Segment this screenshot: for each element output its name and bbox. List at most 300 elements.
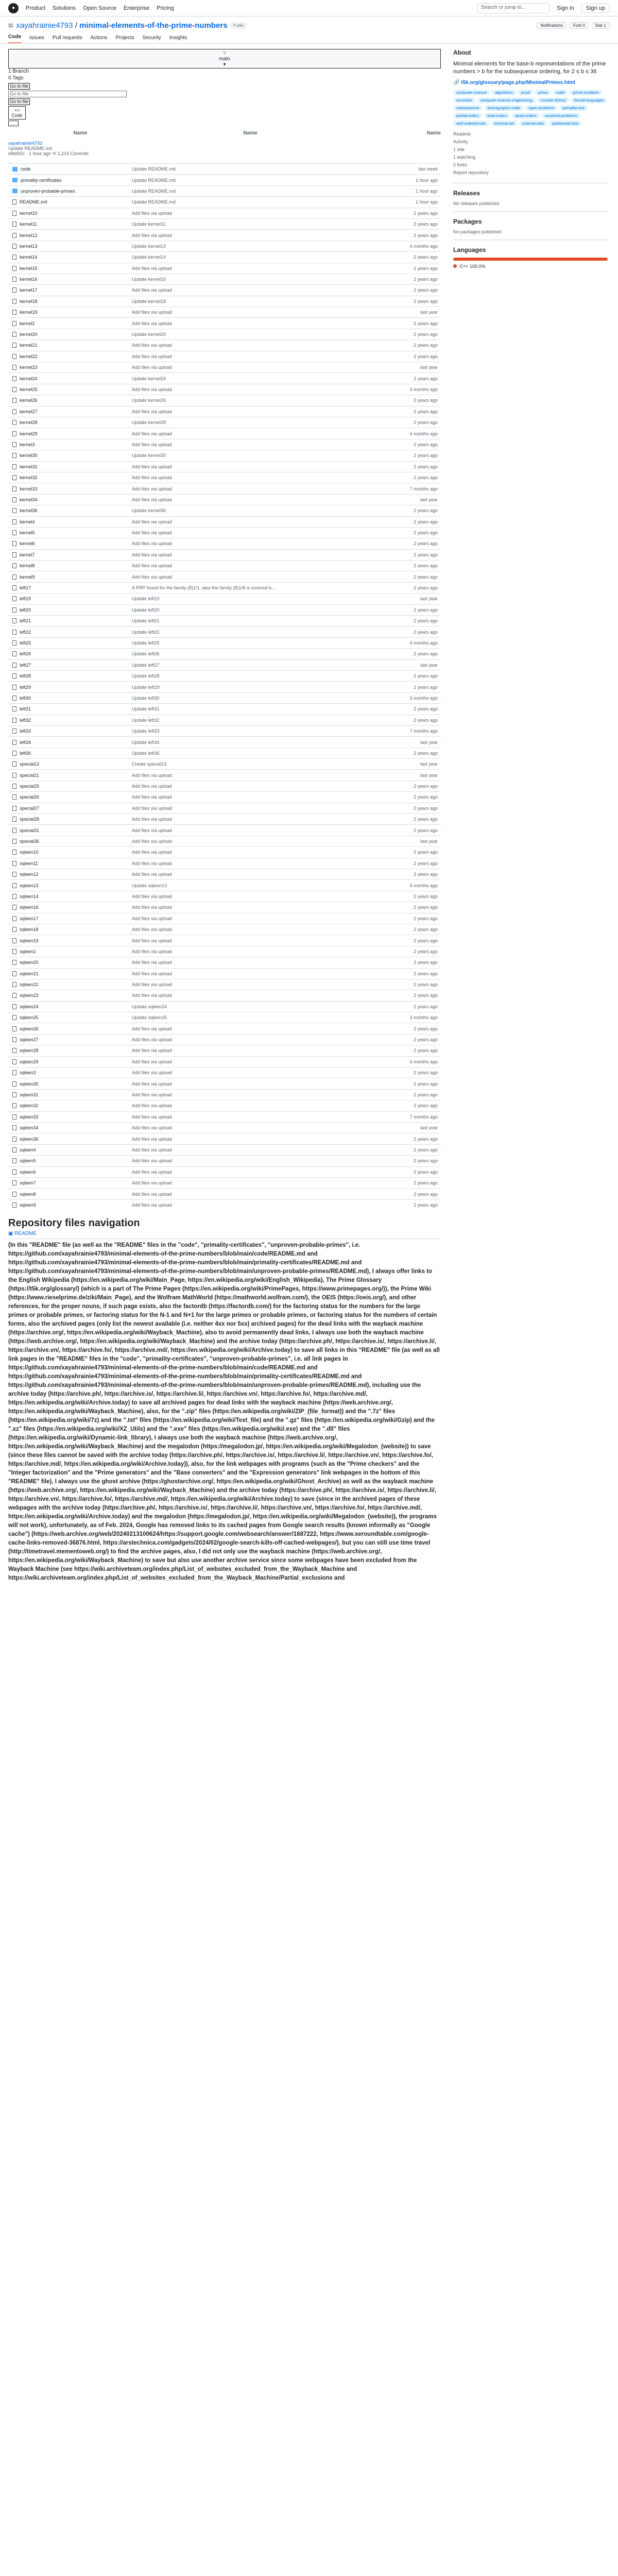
- topic-tag[interactable]: subsequence: [453, 105, 483, 111]
- file-name-cell[interactable]: [8, 420, 132, 425]
- commit-message-cell[interactable]: Add files via upload: [132, 1048, 173, 1054]
- table-row[interactable]: [8, 329, 441, 340]
- meta-stars[interactable]: 1 star: [453, 147, 465, 152]
- topic-tag[interactable]: lexicographic-order: [485, 105, 524, 111]
- commit-message-cell[interactable]: Add files via upload: [132, 486, 173, 492]
- file-name-cell[interactable]: [8, 982, 132, 987]
- file-name-cell[interactable]: [8, 1059, 132, 1064]
- table-row[interactable]: [8, 979, 441, 990]
- commit-message-cell[interactable]: Add files via upload: [132, 805, 173, 811]
- table-row[interactable]: [8, 362, 441, 372]
- file-name-cell[interactable]: [8, 508, 132, 513]
- commit-message-cell[interactable]: Add files via upload: [132, 1202, 173, 1208]
- file-name[interactable]: kernel27: [20, 409, 38, 414]
- file-name-cell[interactable]: [8, 651, 132, 656]
- file-name-cell[interactable]: [8, 1026, 132, 1031]
- file-name-cell[interactable]: [8, 233, 132, 238]
- file-name-cell[interactable]: [8, 751, 132, 756]
- topic-tag[interactable]: proof: [518, 90, 533, 95]
- commit-message-cell[interactable]: A PRP found for the family (8)1/1, also the family (8)1/8 is covered b…: [132, 585, 276, 591]
- more-options-button[interactable]: ...: [8, 121, 19, 126]
- table-row[interactable]: [8, 748, 441, 758]
- table-row[interactable]: [8, 736, 441, 747]
- file-name[interactable]: special26: [20, 794, 40, 800]
- meta-readme[interactable]: Readme: [453, 131, 471, 137]
- file-name[interactable]: kernel29: [20, 431, 38, 436]
- file-name-cell[interactable]: [8, 1158, 132, 1163]
- table-row[interactable]: [8, 406, 441, 417]
- file-name-cell[interactable]: [8, 618, 132, 623]
- file-name-cell[interactable]: [8, 905, 132, 910]
- file-name-cell[interactable]: [8, 530, 132, 535]
- file-name[interactable]: sqleen14: [20, 893, 39, 899]
- file-name-cell[interactable]: [8, 1081, 132, 1087]
- table-row[interactable]: [8, 1144, 441, 1155]
- file-name-cell[interactable]: [8, 1125, 132, 1130]
- file-name[interactable]: kernel21: [20, 343, 38, 348]
- table-row[interactable]: [8, 692, 441, 703]
- table-row[interactable]: [8, 317, 441, 328]
- file-name[interactable]: kernel13: [20, 243, 38, 249]
- file-name[interactable]: kernel14: [20, 255, 38, 260]
- file-name[interactable]: sqleen36: [20, 1136, 39, 1142]
- table-row[interactable]: [8, 505, 441, 516]
- table-row[interactable]: [8, 218, 441, 229]
- file-name-cell[interactable]: [8, 222, 132, 227]
- commit-message-cell[interactable]: Add files via upload: [132, 320, 173, 326]
- repo-owner-link[interactable]: xayahrainie4793: [16, 21, 73, 30]
- commit-message-cell[interactable]: Update kernel26: [132, 398, 166, 403]
- file-name[interactable]: left22: [20, 629, 31, 635]
- file-name[interactable]: sqleen26: [20, 1026, 39, 1031]
- table-row[interactable]: [8, 340, 441, 350]
- commit-message-cell[interactable]: Update kernel30: [132, 453, 166, 459]
- file-name[interactable]: sqleen23: [20, 993, 39, 998]
- file-name[interactable]: sqleen16: [20, 905, 39, 910]
- table-row[interactable]: [8, 571, 441, 582]
- tag-count[interactable]: 0 Tags: [8, 75, 24, 81]
- file-name-cell[interactable]: [8, 706, 132, 711]
- commit-message-cell[interactable]: Add files via upload: [132, 563, 173, 569]
- commit-message[interactable]: Update README.md: [8, 146, 53, 151]
- commit-message-cell[interactable]: Update sqleen13: [132, 883, 167, 888]
- commit-message-cell[interactable]: Update left32: [132, 717, 160, 723]
- file-name[interactable]: left27: [20, 662, 31, 668]
- homepage-link[interactable]: [453, 80, 608, 86]
- commit-message-cell[interactable]: Add files via upload: [132, 971, 173, 976]
- topic-tag[interactable]: partial-orders: [453, 113, 482, 118]
- file-name[interactable]: special28: [20, 817, 40, 822]
- table-row[interactable]: [8, 384, 441, 395]
- commit-message-cell[interactable]: Add files via upload: [132, 860, 173, 866]
- file-name[interactable]: left36: [20, 750, 31, 756]
- file-name-cell[interactable]: [8, 761, 132, 767]
- table-row[interactable]: [8, 703, 441, 714]
- table-row[interactable]: [8, 450, 441, 461]
- commit-message-cell[interactable]: Add files via upload: [132, 993, 173, 998]
- file-name-cell[interactable]: [8, 211, 132, 216]
- file-name[interactable]: kernel7: [20, 552, 35, 557]
- file-name-cell[interactable]: [8, 166, 132, 172]
- file-name[interactable]: kernel9: [20, 574, 35, 580]
- topic-tag[interactable]: computer-science: [453, 90, 490, 95]
- nav-pricing[interactable]: Pricing: [157, 5, 174, 11]
- file-name-cell[interactable]: [8, 343, 132, 348]
- file-name[interactable]: sqleen8: [20, 1191, 36, 1197]
- commit-message-cell[interactable]: Add files via upload: [132, 948, 173, 954]
- table-row[interactable]: [8, 1001, 441, 1012]
- commit-message-cell[interactable]: Add files via upload: [132, 1103, 173, 1109]
- file-name-cell[interactable]: [8, 277, 132, 282]
- sign-in-link[interactable]: Sign in: [557, 5, 574, 11]
- file-name[interactable]: kernel3: [20, 442, 35, 447]
- file-name[interactable]: sqleen28: [20, 1048, 39, 1054]
- table-row[interactable]: [8, 229, 441, 240]
- commit-message-cell[interactable]: Update kernel16: [132, 277, 166, 282]
- file-name[interactable]: unproven-probable-primes: [21, 188, 75, 194]
- table-row[interactable]: [8, 891, 441, 902]
- file-name-cell[interactable]: [8, 475, 132, 480]
- file-name[interactable]: sqleen2: [20, 948, 36, 954]
- file-name[interactable]: special21: [20, 772, 40, 778]
- commit-message-cell[interactable]: Update left34: [132, 739, 160, 745]
- commit-message-cell[interactable]: Update left20: [132, 607, 160, 613]
- commit-message-cell[interactable]: Update left31: [132, 706, 160, 712]
- file-name-cell[interactable]: [8, 784, 132, 789]
- file-name-cell[interactable]: [8, 387, 132, 392]
- file-name-cell[interactable]: [8, 574, 132, 580]
- github-logo-icon[interactable]: ●: [8, 3, 19, 13]
- file-name[interactable]: kernel15: [20, 265, 38, 271]
- file-name-cell[interactable]: [8, 178, 132, 183]
- commit-message-cell[interactable]: Add files via upload: [132, 353, 173, 359]
- table-row[interactable]: [8, 725, 441, 736]
- file-name-cell[interactable]: [8, 299, 132, 304]
- commit-message-cell[interactable]: Update README.md: [132, 188, 176, 194]
- file-name[interactable]: sqleen20: [20, 960, 39, 965]
- file-name-cell[interactable]: [8, 1170, 132, 1175]
- table-row[interactable]: [8, 781, 441, 791]
- file-name-cell[interactable]: [8, 431, 132, 436]
- file-name[interactable]: left34: [20, 739, 31, 745]
- table-row[interactable]: [8, 1177, 441, 1188]
- file-name-cell[interactable]: [8, 630, 132, 635]
- nav-product[interactable]: Product: [26, 5, 45, 11]
- file-name[interactable]: left31: [20, 706, 31, 712]
- table-row[interactable]: [8, 957, 441, 968]
- topic-tag[interactable]: unsolved-problems: [542, 113, 580, 118]
- table-row[interactable]: [8, 604, 441, 615]
- tab-projects[interactable]: Projects: [115, 35, 134, 41]
- file-name-cell[interactable]: [8, 916, 132, 921]
- file-name[interactable]: kernel22: [20, 353, 38, 359]
- topic-tag[interactable]: total-orders: [484, 113, 510, 118]
- table-row[interactable]: [8, 968, 441, 979]
- file-name-cell[interactable]: [8, 1202, 132, 1208]
- commit-message-cell[interactable]: Add files via upload: [132, 1180, 173, 1186]
- file-name[interactable]: kernel12: [20, 232, 38, 238]
- file-name-cell[interactable]: [8, 1114, 132, 1120]
- table-row[interactable]: [8, 1067, 441, 1078]
- file-name-cell[interactable]: [8, 794, 132, 800]
- file-name[interactable]: sqleen27: [20, 1037, 39, 1043]
- commit-message-cell[interactable]: Add files via upload: [132, 497, 173, 502]
- table-row[interactable]: [8, 814, 441, 824]
- commit-message-cell[interactable]: Add files via upload: [132, 794, 173, 800]
- file-name[interactable]: kernel36: [20, 508, 38, 514]
- notifications-button[interactable]: Notifications: [537, 22, 566, 29]
- file-name-cell[interactable]: [8, 839, 132, 844]
- file-name[interactable]: special36: [20, 839, 40, 844]
- file-name-cell[interactable]: [8, 640, 132, 646]
- table-row[interactable]: [8, 263, 441, 274]
- file-name[interactable]: sqleen29: [20, 1059, 39, 1064]
- topic-tag[interactable]: prime: [535, 90, 551, 95]
- table-row[interactable]: [8, 483, 441, 494]
- file-name[interactable]: code: [21, 166, 31, 172]
- file-name[interactable]: left25: [20, 640, 31, 646]
- file-name-cell[interactable]: [8, 806, 132, 811]
- commit-message-cell[interactable]: Create special13: [132, 761, 167, 767]
- file-name[interactable]: kernel31: [20, 464, 38, 469]
- releases-title[interactable]: Releases: [453, 190, 480, 197]
- file-name-cell[interactable]: [8, 310, 132, 315]
- table-row[interactable]: [8, 593, 441, 604]
- commit-message-cell[interactable]: Add files via upload: [132, 1147, 173, 1153]
- file-name[interactable]: sqleen7: [20, 1180, 36, 1186]
- topic-tag[interactable]: algorithms: [492, 90, 516, 95]
- go-to-file-button[interactable]: Go to file: [8, 98, 30, 105]
- commit-message-cell[interactable]: Add files via upload: [132, 287, 173, 293]
- commit-message-cell[interactable]: Add files via upload: [132, 1059, 173, 1064]
- table-row[interactable]: [8, 1188, 441, 1199]
- file-name-cell[interactable]: [8, 696, 132, 701]
- file-name-cell[interactable]: [8, 607, 132, 613]
- commit-message-cell[interactable]: Add files via upload: [132, 1037, 173, 1043]
- branch-selector[interactable]: [8, 49, 441, 69]
- table-row[interactable]: [8, 251, 441, 262]
- table-row[interactable]: [8, 538, 441, 549]
- branch-count[interactable]: 1 Branch: [8, 69, 29, 74]
- file-name-cell[interactable]: [8, 1180, 132, 1185]
- table-row[interactable]: [8, 527, 441, 538]
- commit-message-cell[interactable]: Update left30: [132, 695, 160, 701]
- table-row[interactable]: [8, 902, 441, 912]
- commit-message-cell[interactable]: Update kernel14: [132, 255, 166, 260]
- file-name[interactable]: kernel6: [20, 541, 35, 547]
- commit-message-cell[interactable]: Add files via upload: [132, 905, 173, 910]
- table-row[interactable]: [8, 582, 441, 593]
- file-name-cell[interactable]: [8, 938, 132, 943]
- meta-forks[interactable]: 0 forks: [453, 162, 468, 167]
- commit-message-cell[interactable]: Update left21: [132, 618, 160, 624]
- file-name[interactable]: left28: [20, 673, 31, 679]
- commit-count[interactable]: 1,216 Commits: [57, 151, 89, 156]
- table-row[interactable]: [8, 758, 441, 769]
- commit-message-cell[interactable]: Add files via upload: [132, 850, 173, 855]
- table-row[interactable]: [8, 1078, 441, 1089]
- meta-watching[interactable]: 1 watching: [453, 155, 476, 160]
- file-name-cell[interactable]: [8, 1147, 132, 1153]
- commit-message-cell[interactable]: Update left19: [132, 596, 160, 602]
- file-name[interactable]: special27: [20, 805, 40, 811]
- tab-actions[interactable]: Actions: [90, 35, 108, 41]
- table-row[interactable]: [8, 858, 441, 869]
- commit-message-cell[interactable]: Update kernel24: [132, 376, 166, 381]
- commit-message-cell[interactable]: Update README.md: [132, 177, 176, 183]
- file-name[interactable]: sqleen30: [20, 1081, 39, 1087]
- commit-message-cell[interactable]: Update README.md: [132, 166, 176, 172]
- file-name[interactable]: sqleen12: [20, 872, 39, 877]
- file-name-cell[interactable]: [8, 773, 132, 778]
- file-name-cell[interactable]: [8, 949, 132, 954]
- find-file-input[interactable]: Go to file: [8, 91, 127, 97]
- file-name[interactable]: kernel25: [20, 387, 38, 392]
- commit-message-cell[interactable]: Add files via upload: [132, 431, 173, 436]
- file-name-cell[interactable]: [8, 365, 132, 370]
- file-name-cell[interactable]: [8, 718, 132, 723]
- commit-message-cell[interactable]: Update left33: [132, 728, 160, 734]
- file-name-cell[interactable]: [8, 321, 132, 326]
- commit-message-cell[interactable]: Add files via upload: [132, 210, 173, 216]
- commit-message-cell[interactable]: Add files via upload: [132, 772, 173, 778]
- file-name[interactable]: sqleen33: [20, 1114, 39, 1120]
- file-name-cell[interactable]: [8, 1004, 132, 1009]
- code-button[interactable]: [8, 106, 26, 120]
- file-name[interactable]: kernel10: [20, 210, 38, 216]
- table-row[interactable]: [8, 803, 441, 814]
- commit-message-cell[interactable]: Add files via upload: [132, 927, 173, 933]
- file-name-cell[interactable]: [8, 453, 132, 458]
- meta-activity[interactable]: Activity: [453, 139, 468, 144]
- commit-hash[interactable]: e8d6f2c · 1 hour ago: [8, 151, 52, 156]
- file-name-cell[interactable]: [8, 740, 132, 745]
- commit-message-cell[interactable]: Add files via upload: [132, 827, 173, 833]
- topic-tag[interactable]: prime-numbers: [570, 90, 602, 95]
- topic-tag[interactable]: minimal-set: [491, 121, 517, 126]
- file-name-cell[interactable]: [8, 1137, 132, 1142]
- file-name[interactable]: sqleen22: [20, 982, 39, 988]
- commit-message-cell[interactable]: Add files via upload: [132, 1114, 173, 1120]
- commit-message-cell[interactable]: Update sqleen25: [132, 1015, 167, 1021]
- star-button[interactable]: Star 1: [592, 22, 610, 29]
- table-row[interactable]: [8, 924, 441, 935]
- table-row[interactable]: [8, 946, 441, 957]
- table-row[interactable]: [8, 428, 441, 438]
- file-name[interactable]: kernel34: [20, 497, 38, 502]
- table-row[interactable]: [8, 1012, 441, 1023]
- file-name[interactable]: kernel2: [20, 320, 35, 326]
- commit-message-cell[interactable]: Update left22: [132, 629, 160, 635]
- topic-tag[interactable]: recursion: [453, 97, 475, 103]
- language-item[interactable]: [453, 264, 608, 269]
- file-name-cell[interactable]: [8, 817, 132, 822]
- commit-message-cell[interactable]: Update kernel13: [132, 243, 166, 249]
- tab-pull-requests[interactable]: Pull requests: [52, 35, 82, 41]
- table-row[interactable]: [8, 836, 441, 846]
- file-name-cell[interactable]: [8, 541, 132, 546]
- file-name[interactable]: kernel8: [20, 563, 35, 569]
- table-row[interactable]: [8, 626, 441, 637]
- file-name[interactable]: left32: [20, 717, 31, 723]
- file-name-cell[interactable]: [8, 1092, 132, 1097]
- file-name-cell[interactable]: [8, 1070, 132, 1075]
- table-row[interactable]: [8, 791, 441, 802]
- file-name-cell[interactable]: [8, 927, 132, 932]
- commit-message-cell[interactable]: Add files via upload: [132, 1092, 173, 1097]
- table-row[interactable]: [8, 560, 441, 571]
- file-name-cell[interactable]: [8, 189, 132, 194]
- file-name[interactable]: kernel20: [20, 332, 38, 337]
- table-row[interactable]: [8, 1100, 441, 1111]
- file-name-cell[interactable]: [8, 663, 132, 668]
- table-row[interactable]: [8, 494, 441, 505]
- table-row[interactable]: [8, 372, 441, 383]
- commit-message-cell[interactable]: Add files via upload: [132, 1169, 173, 1175]
- topic-tag[interactable]: number-theory: [538, 97, 569, 103]
- file-name-cell[interactable]: [8, 486, 132, 492]
- table-row[interactable]: [8, 461, 441, 472]
- topic-tag[interactable]: partitioned-sets: [549, 121, 581, 126]
- file-name-cell[interactable]: [8, 728, 132, 734]
- table-row[interactable]: [8, 395, 441, 405]
- commit-message-cell[interactable]: Add files via upload: [132, 839, 173, 844]
- commit-message-cell[interactable]: Add files via upload: [132, 464, 173, 469]
- file-name[interactable]: sqleen25: [20, 1015, 39, 1021]
- repo-name-link[interactable]: minimal-elements-of-the-prime-numbers: [79, 21, 228, 30]
- file-name[interactable]: sqleen32: [20, 1103, 39, 1109]
- go-to-file-button-small[interactable]: Go to file: [8, 83, 30, 90]
- file-name[interactable]: kernel33: [20, 486, 38, 492]
- commit-message-cell[interactable]: Update sqleen24: [132, 1004, 167, 1009]
- file-name-cell[interactable]: [8, 409, 132, 414]
- table-row[interactable]: [8, 307, 441, 317]
- table-row[interactable]: [8, 990, 441, 1001]
- table-row[interactable]: [8, 637, 441, 648]
- file-name[interactable]: sqleen10: [20, 850, 39, 855]
- commit-message-cell[interactable]: Add files via upload: [132, 1125, 173, 1131]
- sign-up-button[interactable]: Sign up: [581, 4, 610, 13]
- file-name[interactable]: sqleen34: [20, 1125, 39, 1131]
- table-row[interactable]: [8, 1155, 441, 1166]
- table-row[interactable]: [8, 681, 441, 692]
- file-name-cell[interactable]: [8, 585, 132, 590]
- commit-message-cell[interactable]: Add files via upload: [132, 541, 173, 547]
- commit-message-cell[interactable]: Add files via upload: [132, 817, 173, 822]
- file-name-cell[interactable]: [8, 1103, 132, 1108]
- table-row[interactable]: [8, 549, 441, 560]
- table-row[interactable]: [8, 846, 441, 857]
- tab-issues[interactable]: Issues: [29, 35, 44, 41]
- file-name[interactable]: kernel32: [20, 475, 38, 481]
- table-row[interactable]: [8, 1045, 441, 1056]
- file-name[interactable]: kernel11: [20, 222, 37, 227]
- topic-tag[interactable]: math: [553, 90, 568, 95]
- file-name[interactable]: sqleen9: [20, 1202, 36, 1208]
- commit-message-cell[interactable]: Update kernel36: [132, 508, 166, 514]
- commit-message-cell[interactable]: Update README.md: [132, 199, 176, 205]
- file-name-cell[interactable]: [8, 883, 132, 888]
- file-name[interactable]: sqleen17: [20, 916, 39, 921]
- file-name[interactable]: left26: [20, 651, 31, 657]
- file-name-cell[interactable]: [8, 872, 132, 877]
- file-name[interactable]: sqleen13: [20, 883, 39, 888]
- packages-title[interactable]: Packages: [453, 218, 482, 225]
- commit-message-cell[interactable]: Add files via upload: [132, 265, 173, 271]
- file-name[interactable]: special31: [20, 827, 40, 833]
- commit-author[interactable]: xayahrainie4793: [8, 141, 43, 146]
- commit-message-cell[interactable]: Add files via upload: [132, 343, 173, 348]
